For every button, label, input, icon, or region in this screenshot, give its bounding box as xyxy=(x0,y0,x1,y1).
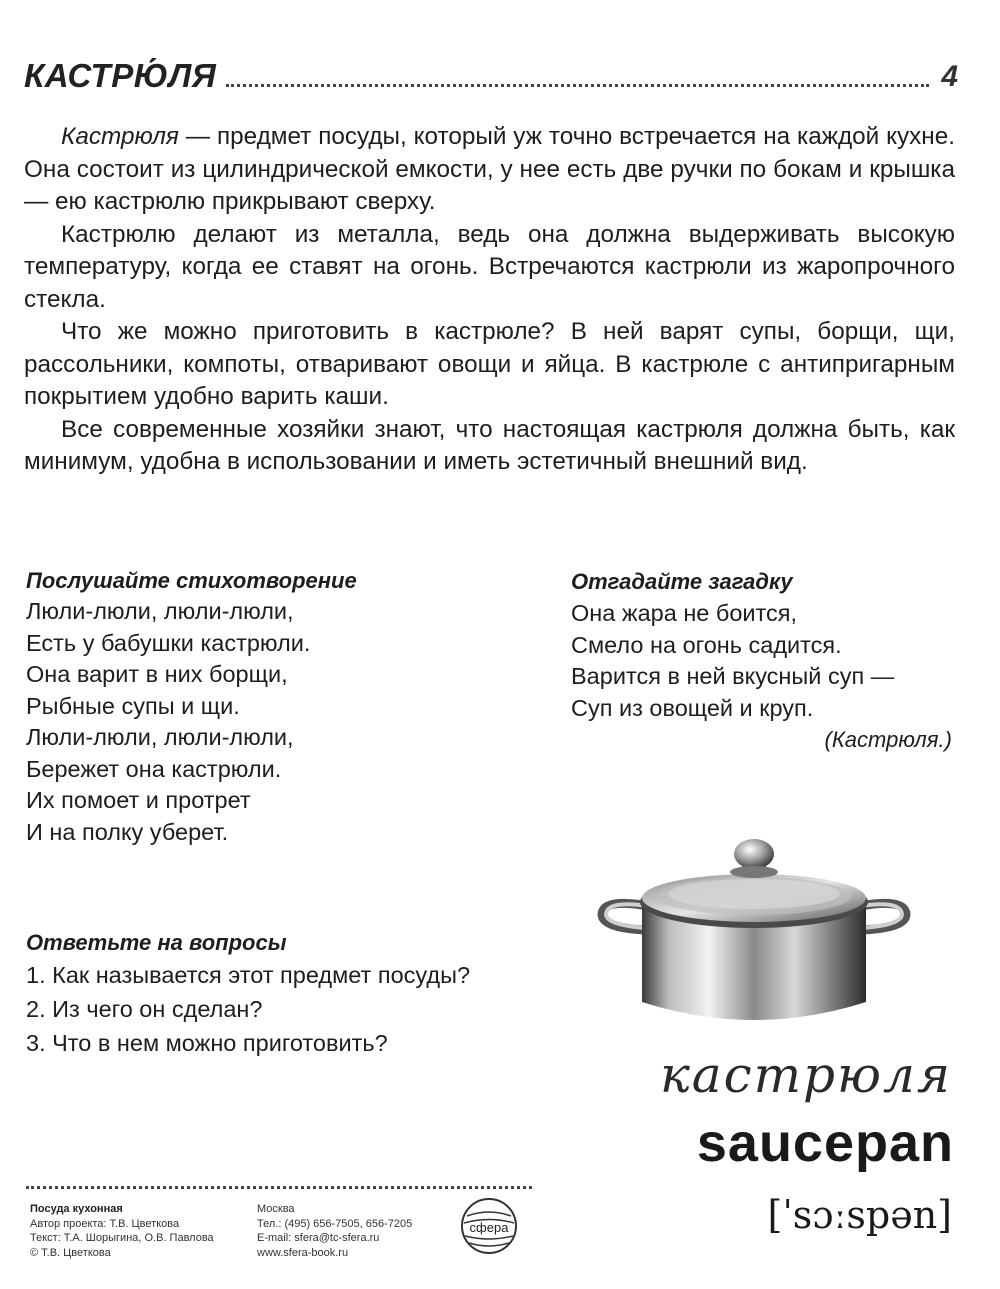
title-dotted-leader xyxy=(226,84,929,87)
riddle-line: Варится в ней вкусный суп — xyxy=(571,663,895,689)
footer-contacts xyxy=(257,1202,457,1260)
questions-title: Ответьте на вопросы xyxy=(26,930,287,955)
riddle-section xyxy=(571,566,956,756)
body-text xyxy=(24,121,955,479)
footer-dotted-line xyxy=(26,1186,532,1189)
paragraph-text: Что же можно приготовить в кастрюле? В ней варят супы, борщи, щи, рассольники, компоты, отваривают овощи и яйца. В кастрюле с антипригарным покрытием удобно варить каши. xyxy=(24,318,955,410)
paragraph xyxy=(24,414,955,479)
poem-line: И на полку уберет. xyxy=(26,818,229,845)
paragraph-text: Все современные хозяйки знают, что настоящая кастрюля должна быть, как минимум, удобна в использовании и иметь эстетичный внешний вид. xyxy=(24,415,955,475)
footer-email: E-mail: sfera@tc-sfera.ru xyxy=(257,1232,380,1244)
word-english: saucepan xyxy=(696,1113,954,1173)
footer-city: Москва xyxy=(257,1203,295,1215)
questions-section xyxy=(26,928,586,1060)
poem-line: Люли-люли, люли-люли, xyxy=(26,598,294,624)
footer-site: www.sfera-book.ru xyxy=(257,1246,349,1259)
paragraph-lead: Кастрюля xyxy=(61,123,179,150)
poem-line: Люли-люли, люли-люли, xyxy=(26,724,294,750)
footer-credits xyxy=(30,1202,250,1260)
paragraph-text: Кастрюлю делают из металла, ведь она должна выдерживать высокую температуру, когда ее ставят на огонь. Встречаются кастрюли из жаропрочного стекла. xyxy=(24,220,955,313)
paragraph xyxy=(24,219,955,317)
poem-section xyxy=(26,566,546,848)
logo-text: сфера xyxy=(469,1220,509,1235)
question-item: 1. Как называется этот предмет посуды? xyxy=(26,962,471,988)
poem-title: Послушайте стихотворение xyxy=(26,568,357,593)
poem-line: Их помоет и протрет xyxy=(26,787,251,813)
riddle-line: Суп из овощей и круп. xyxy=(571,694,814,721)
page-header xyxy=(24,48,958,92)
poem-line: Бережет она кастрюли. xyxy=(26,755,282,782)
riddle-answer: (Кастрюля.) xyxy=(824,727,952,752)
question-item: 2. Из чего он сделан? xyxy=(26,996,263,1022)
page-title: КАСТРЮ́ЛЯ xyxy=(24,57,217,94)
poem-line: Она варит в них борщи, xyxy=(26,661,288,687)
poem-line: Есть у бабушки кастрюли. xyxy=(26,629,311,656)
question-item: 3. Что в нем можно приготовить? xyxy=(26,1030,388,1056)
footer-phone: Тел.: (495) 656-7505, 656-7205 xyxy=(257,1217,413,1230)
page-number: 4 xyxy=(941,60,958,93)
riddle-line: Смело на огонь садится. xyxy=(571,631,842,658)
poem-line: Рыбные супы и щи. xyxy=(26,692,240,719)
footer-author: Автор проекта: Т.В. Цветкова xyxy=(30,1217,180,1230)
riddle-line: Она жара не боится, xyxy=(571,600,798,626)
riddle-title: Отгадайте загадку xyxy=(571,569,793,594)
word-russian-script: кастрюля xyxy=(659,1046,952,1104)
footer-text-by: Текст: Т.А. Шорыгина, О.В. Павлова xyxy=(30,1232,214,1244)
saucepan-image xyxy=(596,832,912,1028)
footer-series: Посуда кухонная xyxy=(30,1203,123,1215)
paragraph-text: — предмет посуды, который уж точно встречается на каждой кухне. Она состоит из цилиндрической емкости, у нее есть две ручки по бокам и крышка — ею кастрюлю прикрывают сверху. xyxy=(24,123,955,215)
sfera-logo-icon xyxy=(459,1196,519,1256)
paragraph xyxy=(24,121,955,219)
paragraph xyxy=(24,316,955,414)
footer-copyright: © Т.В. Цветкова xyxy=(30,1246,111,1259)
word-transcription: [ˈsɔːspən] xyxy=(767,1193,952,1237)
